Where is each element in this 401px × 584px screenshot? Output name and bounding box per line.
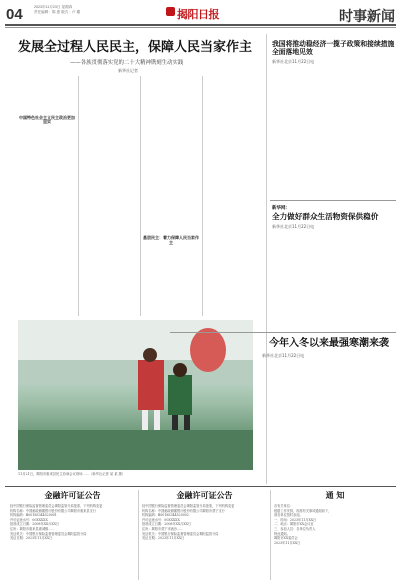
photo-caption: 11月21日，揭阳市惠来县民主协商会议现场……（新华社记者 某 某 摄） [18,472,126,476]
notice-line: 住所：揭阳市惠来县惠城镇…… [10,526,55,531]
notice-divider [138,490,139,580]
lead-text-col4 [204,76,262,316]
page-number: 04 [6,6,23,23]
soccer-photo-illustration [18,320,253,470]
notice-line: 根据工作安排，现将有关事项通知如下， [274,508,332,513]
notice-line: 批准成立日期：2008年XX月XX日 [142,522,192,527]
notice-divider [270,490,271,580]
lead-headline: 发展全过程人民民主，保障人民当家作主 [18,40,253,55]
notice-box-3 [274,490,396,580]
news-photo [18,320,253,470]
lead-text-col1 [18,76,76,316]
lead-subhead-2: 基层民主：着力保障人民当家作主 [143,235,199,245]
brand-logo-icon [166,7,175,16]
article-separator [170,332,396,333]
notice-body [142,504,267,541]
notices-top-rule [5,486,396,487]
right-low-headline: 今年入冬以来最强寒潮来袭 [269,338,389,349]
right-mid-text-col2 [336,231,394,331]
column-divider [78,76,79,316]
notice-line: 经中国银行保险监督管理委员会揭阳监管分局批准，下列机构变更 [142,504,235,508]
notice-line: 特此通知。 [274,531,290,536]
lead-byline: 新华社记者 [118,68,138,73]
lead-text-col2 [80,76,138,316]
notice-line: 请各单位按时参加。 [274,513,303,518]
right-low-byline: 新华社北京11月22日电 [262,353,305,358]
notice-line: 各有关单位： [274,504,294,508]
right-mid-byline: 新华社北京11月22日电 [272,224,315,229]
notice-line: 机构名称：中国邮政储蓄银行股份有限公司揭阳市惠来县支行 [10,508,97,513]
right-top-text-col2 [336,66,394,196]
notice-body [10,504,135,541]
editor-line: 责任编辑：陈 惠 版式：卢 耀 [34,9,81,14]
right-low-text-col2 [332,360,396,480]
notice-line: 住所：揭阳市普宁市流沙…… [142,526,184,531]
notice-line: 许可证流水号：00XXXXX [142,517,180,522]
notice-line: 二、地点：揭阳市XX会议室 [274,522,314,527]
column-divider [202,76,203,316]
column-divider [140,76,141,316]
notice-line: 发证日期：2023年11月XX日 [142,536,185,541]
notice-line: 机构名称：中国邮政储蓄银行股份有限公司揭阳市普宁支行 [142,508,225,513]
notice-box-2 [142,490,267,580]
notice-line: 发证日期：2023年11月XX日 [10,536,53,541]
right-mid-text-col1 [272,231,330,331]
right-low-text-col1 [262,360,326,480]
right-top-text-col1 [272,66,330,196]
notice-line: 机构编码：B0018S344520002 [142,513,189,518]
article-separator [270,200,396,201]
notice-line: 发证机关：中国银行保险监督管理委员会揭阳监管分局 [142,531,219,536]
notice-line: 许可证流水号：00XXXXX [10,517,48,522]
notice-line: 机构编码：B0018S344520001 [10,513,57,518]
notice-line: 2023年11月XX日 [274,540,301,545]
issue-date-info [34,5,114,14]
notice-line: 经中国银行保险监督管理委员会揭阳监管分局批准，下列机构变更 [10,504,103,508]
notice-line: 批准成立日期：2008年XX月XX日 [10,522,60,527]
lead-text-col3 [142,76,200,316]
right-mid-headline: 全力做好群众生活物资保供稳价 [272,212,379,221]
lead-subheadline: ——各族贯彻落实党的二十大精神镌刻生动实践 [70,60,184,66]
notice-line: 发证机关：中国银行保险监督管理委员会揭阳监管分局 [10,531,87,536]
right-mid-kicker: 新华网： [272,206,290,211]
newspaper-brand: 揭阳日报 [177,8,219,21]
notice-title: 金融许可证公告 [44,491,101,500]
notice-title: 通 知 [325,491,345,500]
section-title: 时事新闻 [339,8,395,24]
right-top-byline: 新华社北京11月22日电 [272,59,315,64]
notice-box-1 [10,490,135,580]
lead-subhead-1: 中国特色社会主义民主政治更加坚实 [19,114,75,125]
notice-body [274,504,396,545]
notice-line: 揭阳市XX委员会 [274,536,298,541]
right-top-headline: 我国将推动稳经济一揽子政策和接续措施全面落地见效 [272,40,395,56]
date-line: 2023年11月23日 星期四 [34,5,73,9]
masthead-rule-thin [5,27,396,28]
notice-title: 金融许可证公告 [176,491,233,500]
notice-line: 一、时间：2023年11月XX日 [274,517,317,522]
notice-line: 三、参加人员：各单位负责人 [274,526,316,531]
masthead-rule [5,24,396,26]
